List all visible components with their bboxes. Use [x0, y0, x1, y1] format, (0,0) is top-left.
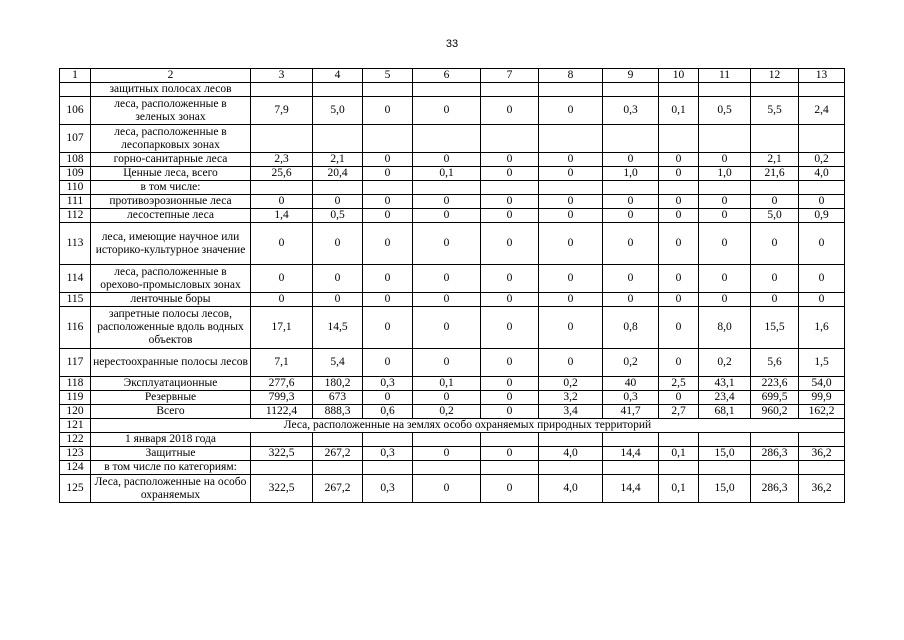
cell-value: 0: [799, 293, 845, 307]
row-label: леса, расположенные в лесопарковых зонах: [91, 125, 251, 153]
cell-value: 4,0: [539, 447, 603, 461]
row-label: леса, расположенные в орехово-промысловых зонах: [91, 265, 251, 293]
row-label: лесостепные леса: [91, 209, 251, 223]
cell-value: 960,2: [751, 405, 799, 419]
cell-value: [313, 461, 363, 475]
row-number: 116: [60, 307, 91, 349]
cell-value: [539, 181, 603, 195]
row-number: 111: [60, 195, 91, 209]
cell-value: [251, 461, 313, 475]
cell-value: [413, 83, 481, 97]
cell-value: 0: [481, 405, 539, 419]
cell-value: 0,2: [413, 405, 481, 419]
cell-value: 0: [413, 293, 481, 307]
cell-value: 0,3: [363, 475, 413, 503]
cell-value: [313, 83, 363, 97]
cell-value: 0: [251, 265, 313, 293]
cell-value: 0: [539, 293, 603, 307]
cell-value: 0: [751, 265, 799, 293]
cell-value: 0: [413, 475, 481, 503]
cell-value: [603, 461, 659, 475]
cell-value: [313, 433, 363, 447]
cell-value: 7,1: [251, 349, 313, 377]
cell-value: 0,1: [659, 97, 699, 125]
cell-value: 0: [659, 167, 699, 181]
cell-value: 0: [481, 265, 539, 293]
cell-value: 0: [481, 223, 539, 265]
table-row: [60, 181, 845, 195]
cell-value: 0: [659, 195, 699, 209]
cell-value: 0: [751, 293, 799, 307]
cell-value: 0: [539, 349, 603, 377]
cell-value: 0: [603, 265, 659, 293]
cell-value: 40: [603, 377, 659, 391]
cell-value: 14,4: [603, 475, 659, 503]
cell-value: 0: [603, 195, 659, 209]
cell-value: 3,2: [539, 391, 603, 405]
cell-value: 0: [481, 349, 539, 377]
column-header: 2: [91, 69, 251, 83]
cell-value: 7,9: [251, 97, 313, 125]
cell-value: 36,2: [799, 475, 845, 503]
cell-value: [659, 461, 699, 475]
column-header: 12: [751, 69, 799, 83]
cell-value: [481, 461, 539, 475]
cell-value: 0: [659, 223, 699, 265]
cell-value: [481, 83, 539, 97]
table-row: [60, 405, 845, 419]
cell-value: 0: [751, 195, 799, 209]
row-number: 119: [60, 391, 91, 405]
table-row: [60, 293, 845, 307]
cell-value: 0: [799, 195, 845, 209]
cell-value: 0,1: [659, 475, 699, 503]
cell-value: [481, 433, 539, 447]
table-row: [60, 167, 845, 181]
cell-value: [363, 125, 413, 153]
column-header: 10: [659, 69, 699, 83]
cell-value: [251, 433, 313, 447]
cell-value: 17,1: [251, 307, 313, 349]
cell-value: 0: [603, 223, 659, 265]
cell-value: 0: [251, 293, 313, 307]
cell-value: 277,6: [251, 377, 313, 391]
cell-value: 23,4: [699, 391, 751, 405]
cell-value: 0: [539, 153, 603, 167]
cell-value: [699, 461, 751, 475]
row-label: Всего: [91, 405, 251, 419]
column-header: 11: [699, 69, 751, 83]
row-label: в том числе:: [91, 181, 251, 195]
cell-value: 1,0: [603, 167, 659, 181]
cell-value: 0: [413, 265, 481, 293]
cell-value: 0: [659, 349, 699, 377]
cell-value: 0: [603, 209, 659, 223]
cell-value: 0,3: [603, 97, 659, 125]
cell-value: 0: [413, 153, 481, 167]
cell-value: [539, 433, 603, 447]
cell-value: 0: [251, 223, 313, 265]
header-row: [60, 69, 845, 83]
row-number: 123: [60, 447, 91, 461]
cell-value: [413, 433, 481, 447]
cell-value: 0: [699, 195, 751, 209]
cell-value: 0: [539, 97, 603, 125]
cell-value: 0: [313, 293, 363, 307]
cell-value: 0,2: [539, 377, 603, 391]
cell-value: 0: [539, 167, 603, 181]
cell-value: 0: [481, 195, 539, 209]
cell-value: [699, 433, 751, 447]
row-number: 125: [60, 475, 91, 503]
cell-value: 286,3: [751, 447, 799, 461]
cell-value: 0: [413, 209, 481, 223]
row-label: в том числе по категориям:: [91, 461, 251, 475]
cell-value: 0: [659, 209, 699, 223]
cell-value: [799, 181, 845, 195]
row-number: 115: [60, 293, 91, 307]
cell-value: 0: [699, 153, 751, 167]
cell-value: 2,4: [799, 97, 845, 125]
row-label: Ценные леса, всего: [91, 167, 251, 181]
cell-value: [799, 433, 845, 447]
table-row: [60, 83, 845, 97]
column-header: 6: [413, 69, 481, 83]
cell-value: [313, 181, 363, 195]
row-number: 108: [60, 153, 91, 167]
cell-value: 0: [659, 153, 699, 167]
cell-value: 0: [539, 223, 603, 265]
row-number: 121: [60, 419, 91, 433]
cell-value: [699, 83, 751, 97]
cell-value: [699, 125, 751, 153]
cell-value: 5,0: [313, 97, 363, 125]
row-label: ленточные боры: [91, 293, 251, 307]
cell-value: 0,1: [413, 377, 481, 391]
cell-value: 0: [699, 223, 751, 265]
cell-value: 68,1: [699, 405, 751, 419]
cell-value: 267,2: [313, 447, 363, 461]
row-number: 113: [60, 223, 91, 265]
row-label: леса, расположенные в зеленых зонах: [91, 97, 251, 125]
cell-value: [539, 83, 603, 97]
cell-value: 5,6: [751, 349, 799, 377]
cell-value: [603, 181, 659, 195]
cell-value: 1,6: [799, 307, 845, 349]
cell-value: 0: [363, 167, 413, 181]
cell-value: [363, 461, 413, 475]
cell-value: 0: [539, 307, 603, 349]
row-number: 110: [60, 181, 91, 195]
cell-value: [699, 181, 751, 195]
row-label: Защитные: [91, 447, 251, 461]
cell-value: 699,5: [751, 391, 799, 405]
cell-value: 0,1: [659, 447, 699, 461]
row-number: 109: [60, 167, 91, 181]
cell-value: 0: [659, 307, 699, 349]
cell-value: 0: [481, 475, 539, 503]
row-number: 120: [60, 405, 91, 419]
cell-value: 2,5: [659, 377, 699, 391]
cell-value: [799, 83, 845, 97]
table-row: [60, 475, 845, 503]
cell-value: 41,7: [603, 405, 659, 419]
cell-value: 0: [363, 223, 413, 265]
cell-value: 21,6: [751, 167, 799, 181]
cell-value: 0: [363, 153, 413, 167]
cell-value: 0: [363, 391, 413, 405]
cell-value: 322,5: [251, 447, 313, 461]
cell-value: 0: [659, 391, 699, 405]
cell-value: [751, 433, 799, 447]
cell-value: 0: [363, 265, 413, 293]
cell-value: [659, 83, 699, 97]
section-row: [60, 419, 845, 433]
cell-value: [751, 181, 799, 195]
table-row: [60, 447, 845, 461]
cell-value: 99,9: [799, 391, 845, 405]
section-title: Леса, расположенные на землях особо охраняемых природных территорий: [91, 419, 845, 433]
cell-value: 0,5: [699, 97, 751, 125]
cell-value: 0: [659, 293, 699, 307]
column-header: 1: [60, 69, 91, 83]
row-number: 124: [60, 461, 91, 475]
row-label: горно-санитарные леса: [91, 153, 251, 167]
cell-value: 162,2: [799, 405, 845, 419]
cell-value: 0,6: [363, 405, 413, 419]
cell-value: [313, 125, 363, 153]
row-number: 114: [60, 265, 91, 293]
cell-value: [799, 461, 845, 475]
cell-value: 0: [481, 377, 539, 391]
cell-value: [481, 125, 539, 153]
cell-value: 8,0: [699, 307, 751, 349]
column-header: 9: [603, 69, 659, 83]
cell-value: 5,5: [751, 97, 799, 125]
cell-value: 0: [751, 223, 799, 265]
cell-value: [603, 125, 659, 153]
cell-value: [751, 461, 799, 475]
cell-value: 0: [413, 447, 481, 461]
cell-value: [659, 181, 699, 195]
cell-value: 0,5: [313, 209, 363, 223]
cell-value: 0,2: [603, 349, 659, 377]
cell-value: 0,3: [363, 447, 413, 461]
cell-value: 20,4: [313, 167, 363, 181]
cell-value: 0: [363, 293, 413, 307]
cell-value: 673: [313, 391, 363, 405]
cell-value: [251, 83, 313, 97]
table-row: [60, 391, 845, 405]
forest-data-table: [59, 68, 845, 503]
row-number: [60, 83, 91, 97]
table-row: [60, 195, 845, 209]
cell-value: [413, 181, 481, 195]
cell-value: 2,7: [659, 405, 699, 419]
cell-value: [363, 181, 413, 195]
cell-value: [481, 181, 539, 195]
cell-value: 0: [413, 349, 481, 377]
cell-value: 5,4: [313, 349, 363, 377]
cell-value: [363, 83, 413, 97]
table-row: [60, 307, 845, 349]
column-header: 7: [481, 69, 539, 83]
cell-value: 799,3: [251, 391, 313, 405]
cell-value: 0,1: [413, 167, 481, 181]
cell-value: 0: [363, 97, 413, 125]
cell-value: 0,2: [699, 349, 751, 377]
row-label: нерестоохранные полосы лесов: [91, 349, 251, 377]
cell-value: [363, 433, 413, 447]
cell-value: [603, 83, 659, 97]
row-label: леса, имеющие научное или историко-культурное значение: [91, 223, 251, 265]
table-row: [60, 377, 845, 391]
cell-value: 0: [603, 293, 659, 307]
cell-value: [539, 125, 603, 153]
row-label: Эксплуатационные: [91, 377, 251, 391]
cell-value: 1,4: [251, 209, 313, 223]
cell-value: 0: [413, 223, 481, 265]
row-label: запретные полосы лесов, расположенные вдоль водных объектов: [91, 307, 251, 349]
cell-value: 0,8: [603, 307, 659, 349]
row-number: 118: [60, 377, 91, 391]
table-row: [60, 223, 845, 265]
cell-value: 3,4: [539, 405, 603, 419]
cell-value: 267,2: [313, 475, 363, 503]
cell-value: 0: [539, 265, 603, 293]
cell-value: 0: [413, 97, 481, 125]
cell-value: [799, 125, 845, 153]
cell-value: 1122,4: [251, 405, 313, 419]
cell-value: 1,0: [699, 167, 751, 181]
cell-value: 0: [481, 209, 539, 223]
cell-value: 888,3: [313, 405, 363, 419]
cell-value: 0: [313, 195, 363, 209]
cell-value: 0: [363, 349, 413, 377]
cell-value: 1,5: [799, 349, 845, 377]
cell-value: [413, 461, 481, 475]
cell-value: 0: [481, 167, 539, 181]
cell-value: 43,1: [699, 377, 751, 391]
cell-value: [751, 83, 799, 97]
row-number: 112: [60, 209, 91, 223]
cell-value: 0: [603, 153, 659, 167]
cell-value: 0: [481, 153, 539, 167]
cell-value: 0: [363, 195, 413, 209]
table-row: [60, 461, 845, 475]
cell-value: 286,3: [751, 475, 799, 503]
row-label: 1 января 2018 года: [91, 433, 251, 447]
cell-value: 0: [481, 307, 539, 349]
cell-value: [603, 433, 659, 447]
row-label: Резервные: [91, 391, 251, 405]
cell-value: 0: [251, 195, 313, 209]
cell-value: 0: [799, 223, 845, 265]
cell-value: 0: [313, 223, 363, 265]
cell-value: [251, 125, 313, 153]
cell-value: 223,6: [751, 377, 799, 391]
cell-value: [659, 433, 699, 447]
row-number: 106: [60, 97, 91, 125]
row-label: противоэрозионные леса: [91, 195, 251, 209]
row-label: защитных полосах лесов: [91, 83, 251, 97]
cell-value: 0,3: [603, 391, 659, 405]
column-header: 5: [363, 69, 413, 83]
cell-value: 0: [363, 209, 413, 223]
page-number: 33: [445, 38, 459, 50]
column-header: 13: [799, 69, 845, 83]
cell-value: 14,5: [313, 307, 363, 349]
row-number: 122: [60, 433, 91, 447]
cell-value: 0: [313, 265, 363, 293]
cell-value: 0: [799, 265, 845, 293]
table-row: [60, 97, 845, 125]
cell-value: 0: [413, 307, 481, 349]
cell-value: 54,0: [799, 377, 845, 391]
row-number: 117: [60, 349, 91, 377]
cell-value: 0,3: [363, 377, 413, 391]
cell-value: 0,2: [799, 153, 845, 167]
cell-value: 15,0: [699, 475, 751, 503]
cell-value: 0: [481, 293, 539, 307]
cell-value: 322,5: [251, 475, 313, 503]
cell-value: 0: [699, 265, 751, 293]
cell-value: 0,9: [799, 209, 845, 223]
cell-value: 4,0: [539, 475, 603, 503]
table-row: [60, 153, 845, 167]
cell-value: 36,2: [799, 447, 845, 461]
cell-value: 0: [699, 209, 751, 223]
cell-value: 0: [481, 391, 539, 405]
cell-value: 15,5: [751, 307, 799, 349]
table-row: [60, 125, 845, 153]
cell-value: [539, 461, 603, 475]
cell-value: 15,0: [699, 447, 751, 461]
cell-value: [659, 125, 699, 153]
cell-value: [751, 125, 799, 153]
cell-value: 25,6: [251, 167, 313, 181]
cell-value: 180,2: [313, 377, 363, 391]
cell-value: 2,1: [751, 153, 799, 167]
column-header: 3: [251, 69, 313, 83]
cell-value: 2,3: [251, 153, 313, 167]
cell-value: 0: [539, 195, 603, 209]
table-row: [60, 265, 845, 293]
column-header: 4: [313, 69, 363, 83]
cell-value: 0: [481, 97, 539, 125]
cell-value: [413, 125, 481, 153]
table-row: [60, 433, 845, 447]
cell-value: 0: [363, 307, 413, 349]
cell-value: 0: [539, 209, 603, 223]
cell-value: 4,0: [799, 167, 845, 181]
cell-value: 0: [699, 293, 751, 307]
cell-value: 14,4: [603, 447, 659, 461]
cell-value: 0: [659, 265, 699, 293]
row-number: 107: [60, 125, 91, 153]
cell-value: 0: [413, 195, 481, 209]
column-header: 8: [539, 69, 603, 83]
table-row: [60, 209, 845, 223]
cell-value: 0: [481, 447, 539, 461]
cell-value: 0: [413, 391, 481, 405]
cell-value: 2,1: [313, 153, 363, 167]
cell-value: 5,0: [751, 209, 799, 223]
table-row: [60, 349, 845, 377]
cell-value: [251, 181, 313, 195]
row-label: Леса, расположенные на особо охраняемых: [91, 475, 251, 503]
